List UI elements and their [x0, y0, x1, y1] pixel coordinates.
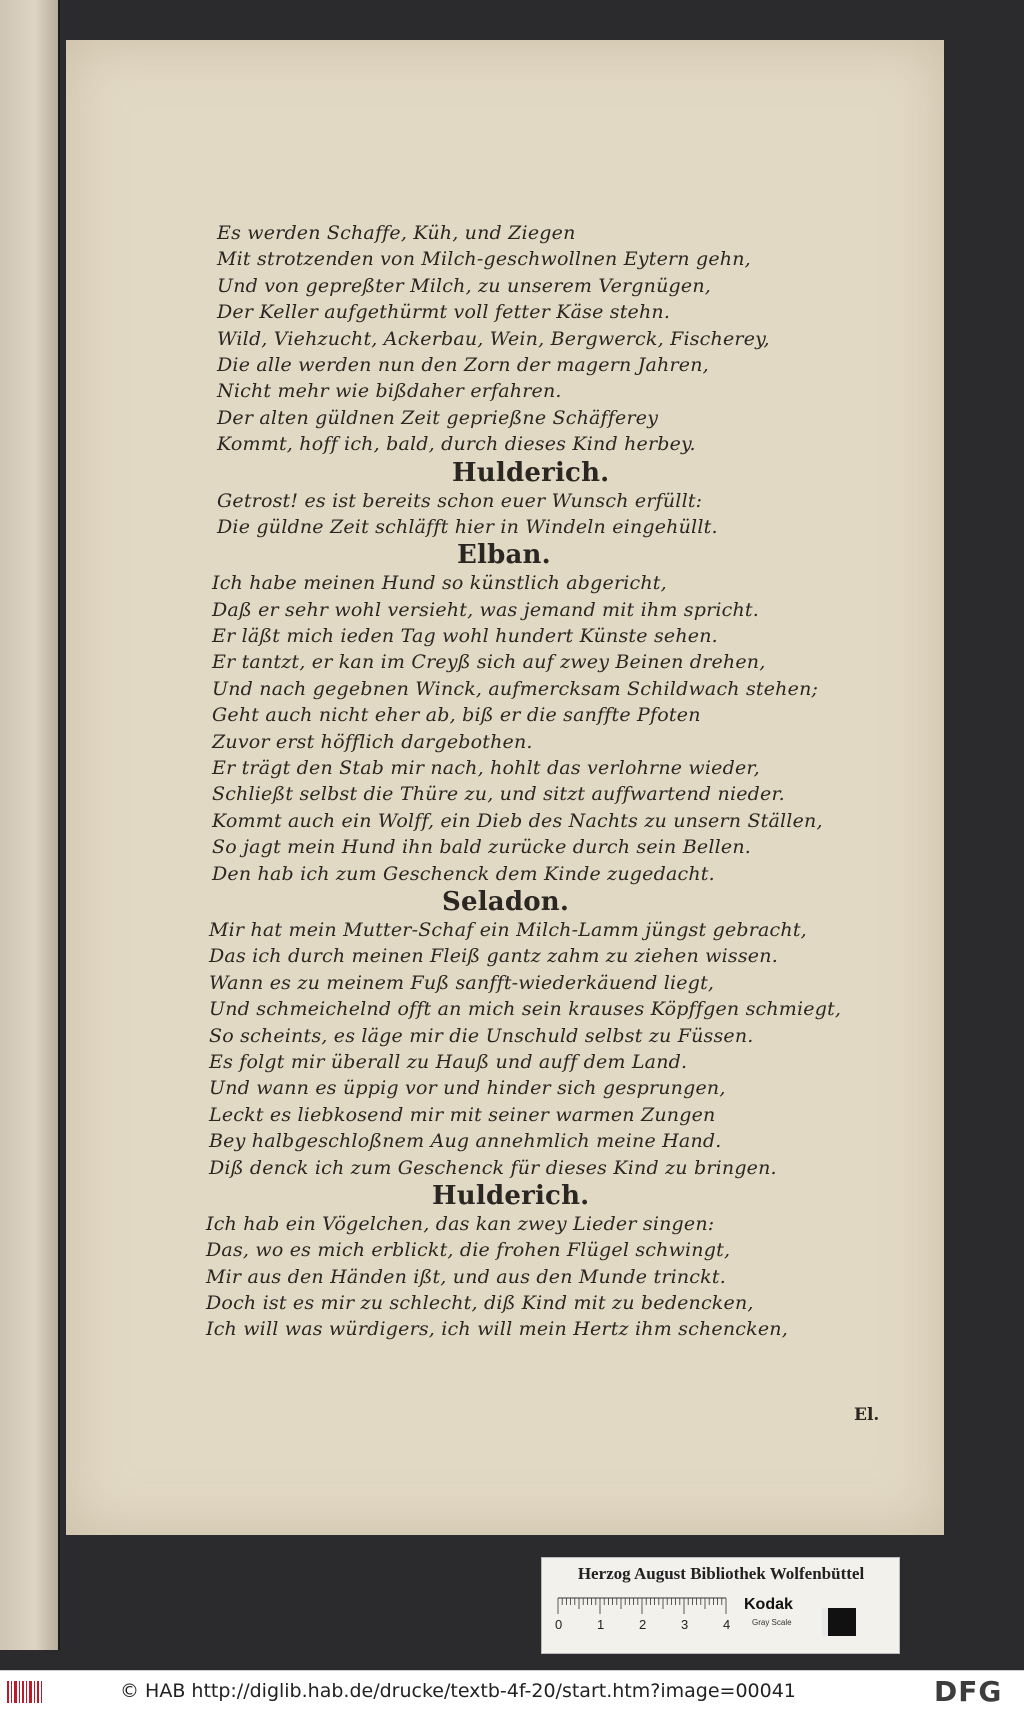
verse-text-block [206, 220, 906, 1343]
gray-scale-card [744, 1596, 884, 1642]
verse-line: Den hab ich zum Geschenck dem Kinde zugedacht. [212, 862, 715, 885]
verse-line: Das, wo es mich erblickt, die frohen Flügel schwingt, [206, 1239, 731, 1262]
verse-line: Mir hat mein Mutter-Schaf ein Milch-Lamm jüngst gebracht, [209, 918, 807, 941]
ruler-number: 1 [597, 1617, 605, 1632]
verse-line: So scheints, es läge mir die Unschuld selbst zu Füssen. [209, 1024, 754, 1047]
ruler-number: 4 [723, 1617, 731, 1632]
verse-line: Die alle werden nun den Zorn der magern Jahren, [217, 353, 709, 376]
verse-line: Kommt auch ein Wolff, ein Dieb des Nachts zu unsern Ställen, [212, 809, 823, 832]
verse-line: Und wann es üppig vor und hinder sich gesprungen, [209, 1077, 726, 1100]
verse-line: Bey halbgeschloßnem Aug annehmlich meine Hand. [209, 1130, 722, 1153]
verse-line: Das ich durch meinen Fleiß gantz zahm zu ziehen wissen. [209, 945, 778, 968]
verse-line: Und nach gegebnen Winck, aufmercksam Schildwach stehen; [212, 677, 819, 700]
verse-line: Er tantzt, er kan im Creyß sich auf zwey Beinen drehen, [212, 651, 766, 674]
book-page [66, 40, 944, 1535]
copyright-link[interactable]: © HAB http://diglib.hab.de/drucke/textb-4f-20/start.htm?image=00041 [120, 1680, 796, 1702]
verse-line: So jagt mein Hund ihn bald zurücke durch sein Bellen. [212, 836, 752, 859]
speaker-name: Hulderich. [452, 457, 610, 488]
verse-line: Wann es zu meinem Fuß sanfft-wiederkäuend liegt, [209, 971, 715, 994]
verse-line: Es werden Schaffe, Küh, und Ziegen [217, 222, 576, 244]
verse-line: Daß er sehr wohl versieht, was jemand mit ihm spricht. [212, 598, 760, 621]
verse-line: Leckt es liebkosend mir mit seiner warmen Zungen [209, 1103, 716, 1126]
ruler-icon [552, 1596, 732, 1632]
verse-line: Und schmeichelnd offt an mich sein krauses Köpffgen schmiegt, [209, 998, 842, 1021]
ruler-number: 3 [681, 1617, 689, 1632]
ruler-number: 0 [555, 1617, 563, 1632]
library-color-card [541, 1557, 900, 1654]
verse-line: Es folgt mir überall zu Hauß und auff dem Land. [209, 1050, 688, 1073]
verse-line: Schließt selbst die Thüre zu, und sitzt auffwartend nieder. [212, 783, 785, 806]
verse-line: Getrost! es ist bereits schon euer Wunsch erfüllt: [217, 489, 703, 512]
verse-line: Doch ist es mir zu schlecht, diß Kind mit zu bedencken, [206, 1292, 754, 1315]
verse-line: Mit strotzenden von Milch-geschwollnen Eytern gehn, [217, 248, 751, 271]
ruler-number: 2 [639, 1617, 647, 1632]
verse-line: Wild, Viehzucht, Ackerbau, Wein, Bergwerck, Fischerey, [217, 327, 770, 350]
verse-line: Nicht mehr wie bißdaher erfahren. [217, 380, 562, 403]
verse-line: Ich will was würdigers, ich will mein Hertz ihm schencken, [206, 1318, 788, 1341]
verse-line: Und von gepreßter Milch, zu unserem Vergnügen, [217, 274, 712, 297]
speaker-name: Elban. [457, 540, 551, 571]
footer-bar [0, 1670, 1024, 1712]
previous-page-edge [0, 0, 60, 1650]
verse-line: Zuvor erst höfflich dargebothen. [212, 730, 533, 753]
speaker-name: Seladon. [442, 886, 570, 917]
gray-scale-label: Gray Scale [752, 1618, 792, 1627]
verse-line: Geht auch nicht eher ab, biß er die sanffte Pfoten [212, 704, 701, 727]
verse-line: Er läßt mich ieden Tag wohl hundert Künste sehen. [212, 625, 718, 648]
barcode-icon [6, 1679, 46, 1705]
verse-line: Die güldne Zeit schläfft hier in Windeln eingehüllt. [217, 515, 718, 538]
verse-line: Der alten güldnen Zeit geprießne Schäfferey [217, 406, 659, 429]
verse-line: Kommt, hoff ich, bald, durch dieses Kind herbey. [217, 433, 696, 456]
verse-line: Mir aus den Händen ißt, und aus den Munde trinckt. [206, 1265, 726, 1288]
catchword: El. [854, 1405, 880, 1425]
verse-line: Er trägt den Stab mir nach, hohlt das verlohrne wieder, [212, 757, 760, 780]
kodak-brand: Kodak [744, 1596, 793, 1613]
library-name: Herzog August Bibliothek Wolfenbüttel [577, 1564, 865, 1583]
verse-line: Diß denck ich zum Geschenck für dieses Kind zu bringen. [209, 1156, 777, 1179]
verse-line: Der Keller aufgethürmt voll fetter Käse stehn. [217, 301, 671, 324]
dfg-logo: DFG [934, 1675, 1003, 1708]
verse-line: Ich habe meinen Hund so künstlich abgericht, [212, 572, 667, 595]
speaker-name: Hulderich. [432, 1180, 590, 1211]
gray-patch [822, 1608, 856, 1636]
verse-line: Ich hab ein Vögelchen, das kan zwey Lieder singen: [206, 1212, 715, 1235]
